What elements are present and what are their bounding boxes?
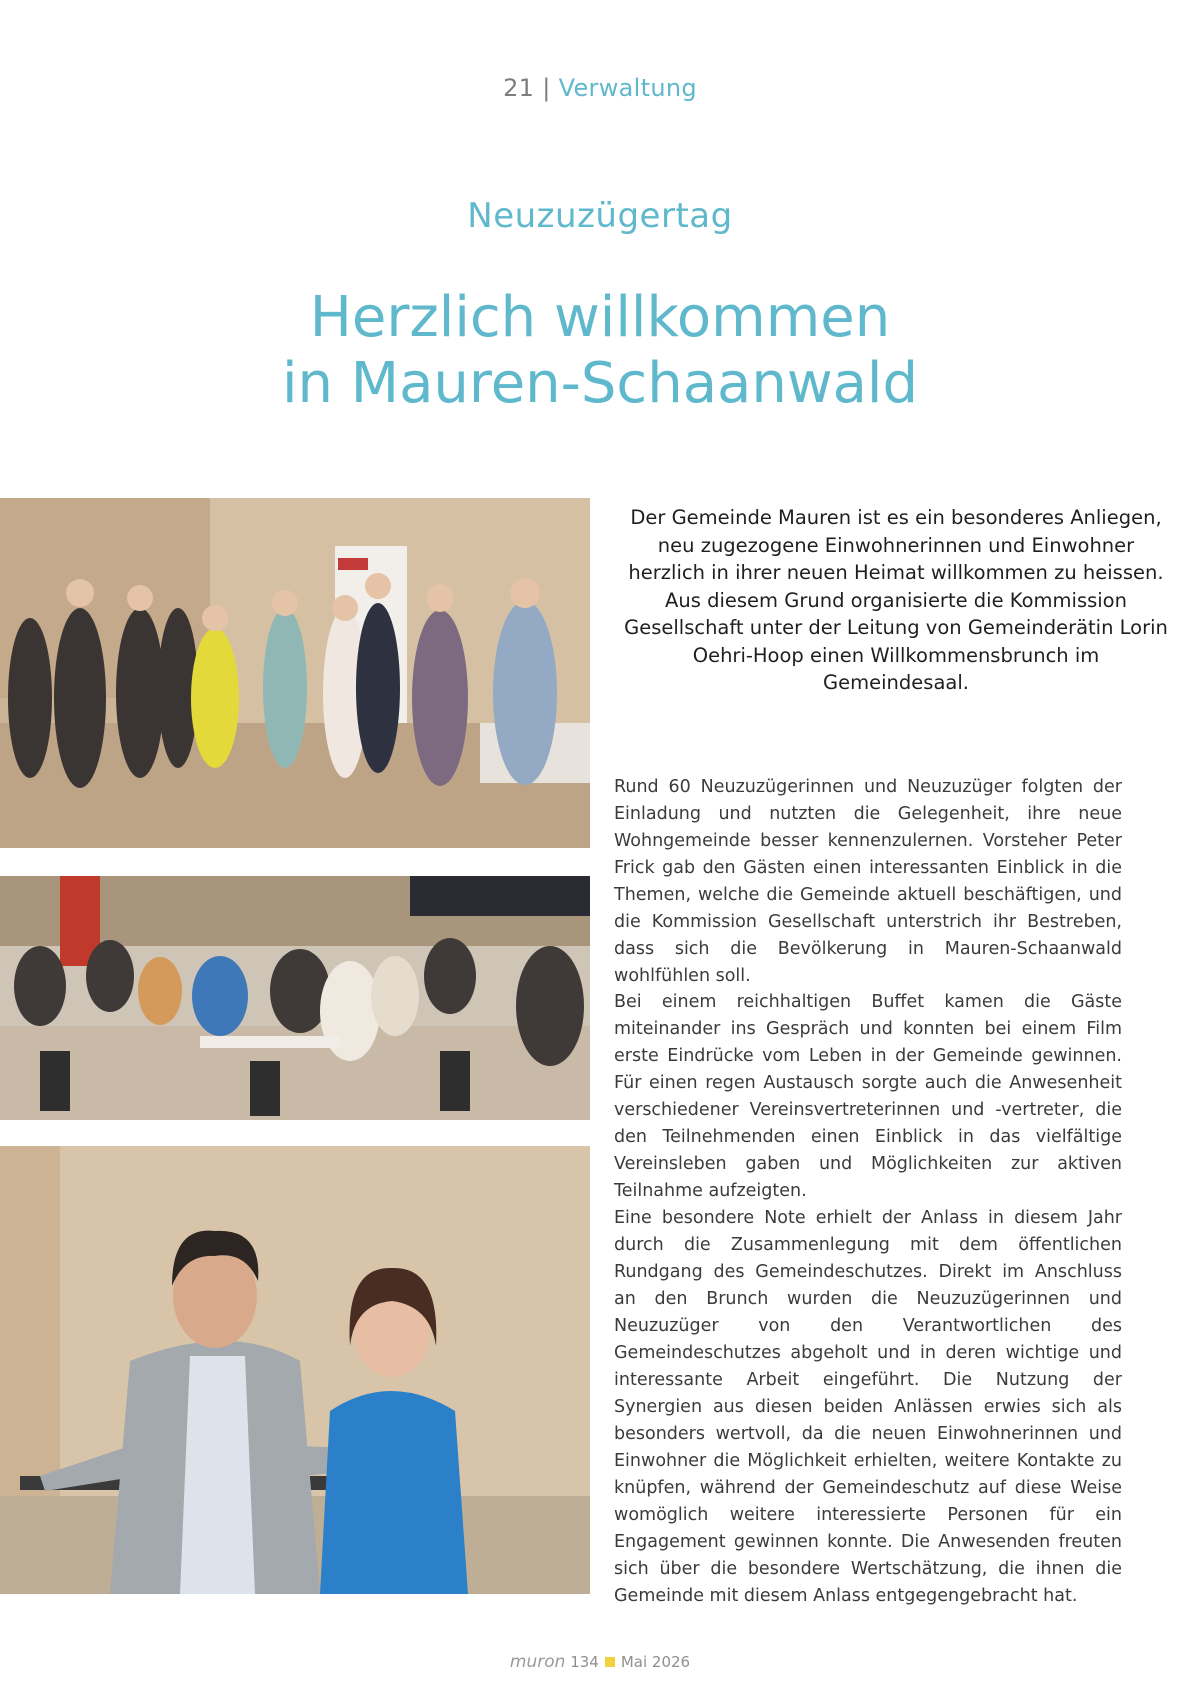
- header-separator: |: [542, 74, 551, 102]
- issue-date: Mai 2026: [620, 1653, 691, 1671]
- footer-square-icon: [605, 1657, 615, 1667]
- article-kicker: Neuzuzügertag: [467, 196, 733, 236]
- issue-number: 134: [570, 1653, 599, 1671]
- article-paragraph: Bei einem reichhaltigen Buffet kamen die Gäste miteinander ins Gespräch und konnten bei einem Film erste Eindrücke vom Leben in der Gemeinde gewinnen. Für einen regen Austausch sorgte auch die Anwesenheit verschiedener Vereinsvertreterinnen und -vertreter, die den Teilnehmenden einen Einblick in das vielfältige Vereinsleben gaben und Möglichkeiten zur aktiven Teilnahme aufzeigten.: [614, 992, 1122, 1201]
- headline-line-1: Herzlich willkommen: [309, 285, 891, 350]
- photo-speakers: [0, 1146, 590, 1594]
- page-footer: [0, 1652, 1200, 1672]
- article-headline: [0, 285, 1200, 417]
- headline-line-2: in Mauren-Schaanwald: [281, 351, 919, 416]
- section-name: Verwaltung: [558, 74, 697, 102]
- page-header: [0, 74, 1200, 102]
- photo-seated-audience: [0, 876, 590, 1120]
- page-number: 21: [503, 74, 535, 102]
- magazine-brand: muron: [509, 1652, 566, 1672]
- article-paragraph: Eine besondere Note erhielt der Anlass in diesem Jahr durch die Zusammenlegung mit dem öffentlichen Rundgang des Gemeindeschutzes. Direkt im Anschluss an den Brunch wurden die Neuzuzügerinnen und Neuzuzüger von den Verantwortlichen des Gemeindeschutzes abgeholt und in deren wichtige und interessante Arbeit eingeführt. Die Nutzung der Synergien aus diesen beiden Anlässen erwies sich als besonders wertvoll, da die neuen Einwohnerinnen und Einwohner die Möglichkeit erhielten, weitere Kontakte zu knüpfen, während der Gemeindeschutz auf diese Weise womöglich weitere interessierte Personen für ein Engagement gewinnen konnte. Die Anwesenden freuten sich über die besondere Wertschätzung, die ihnen die Gemeinde mit diesem Anlass entgegengebracht hat.: [614, 1208, 1122, 1606]
- article-lead: Der Gemeinde Mauren ist es ein besonderes Anliegen, neu zugezogene Einwohnerinnen und Einwohner herzlich in ihrer neuen Heimat willkommen zu heissen. Aus diesem Grund organisierte die Kommission Gesellschaft unter der Leitung von Gemeinderätin Lorin Oehri-Hoop einen Willkommensbrunch im Gemeindesaal.: [624, 506, 1168, 694]
- article-paragraph: Rund 60 Neuzuzügerinnen und Neuzuzüger folgten der Einladung und nutzten die Gelegenheit, ihre neue Wohngemeinde besser kennenzulernen. Vorsteher Peter Frick gab den Gästen einen interessanten Einblick in die Themen, welche die Gemeinde aktuell beschäftigen, und die Kommission Gesellschaft unterstrich ihr Bestreben, dass sich die Bevölkerung in Mauren-Schaanwald wohlfühlen soll.: [614, 777, 1122, 986]
- photo-group-standing: [0, 498, 590, 848]
